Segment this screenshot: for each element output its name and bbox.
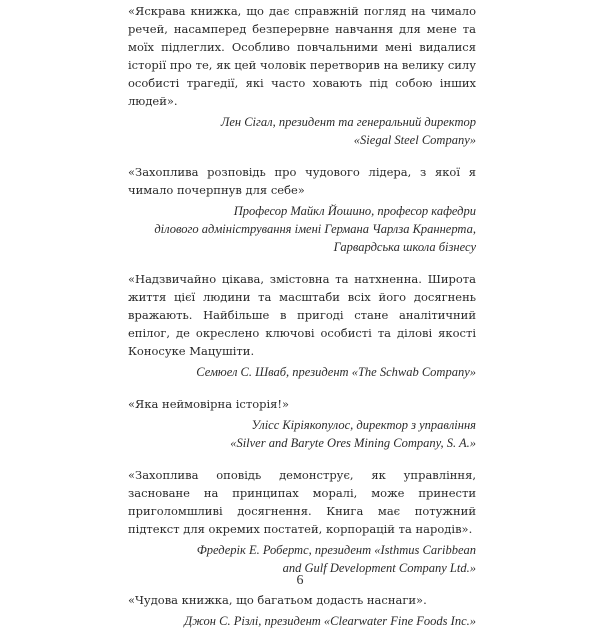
testimonial-attribution <box>128 612 476 630</box>
testimonial-quote: «Надзвичайно цікава, змістовна та натхненна. Широта життя цієї людини та масштаби всіх його досягнень вражають. Найбільше в пригоді стане аналітичний епілог, де окреслено ключові особисті та ділові якості Коносуке Мацушіти. <box>128 272 476 358</box>
testimonial-quote: «Яскрава книжка, що дає справжній погляд на чимало речей, насамперед безперервне навчання для мене та моїх підлеглих. Особливо повчальними мені видалися історії про те, як цей чоловік перетворив на велику силу особисті трагедії, які часто ховають під собою інших людей». <box>128 4 476 108</box>
testimonial-3 <box>128 270 476 381</box>
attribution-line: Джон С. Різлі, президент «Clearwater Fine Foods Inc.» <box>184 614 476 628</box>
testimonial-attribution <box>128 113 476 149</box>
attribution-line: and Gulf Development Company Ltd.» <box>282 561 476 575</box>
attribution-line: Лен Сігал, президент та генеральний директор <box>220 115 476 129</box>
testimonial-quote: «Чудова книжка, що багатьом додасть наснаги». <box>128 593 427 607</box>
attribution-line: Фредерік Е. Робертс, президент «Isthmus Caribbean <box>196 543 476 557</box>
testimonial-attribution <box>128 363 476 381</box>
attribution-line: Улісс Кіріякопулос, директор з управління <box>251 418 476 432</box>
attribution-line: Гарвардська школа бізнесу <box>333 240 476 254</box>
testimonial-attribution <box>128 416 476 452</box>
testimonial-6 <box>128 591 476 630</box>
testimonial-5 <box>128 466 476 577</box>
attribution-line: Семюел С. Шваб, президент «The Schwab Company» <box>196 365 476 379</box>
testimonial-quote: «Захоплива розповідь про чудового лідера, з якої я чимало почерпнув для себе» <box>128 165 476 197</box>
testimonial-attribution <box>128 202 476 256</box>
attribution-line: «Siegal Steel Company» <box>353 133 476 147</box>
attribution-line: «Silver and Baryte Ores Mining Company, S. A.» <box>230 436 476 450</box>
page-number: 6 <box>296 573 304 588</box>
testimonial-quote: «Яка неймовірна історія!» <box>128 397 290 411</box>
testimonial-2 <box>128 163 476 256</box>
testimonial-quote: «Захоплива оповідь демонструє, як управління, засноване на принципах моралі, може принести приголомшливі досягнення. Книга має потужний підтекст для окремих постатей, корпорацій та народів». <box>128 468 476 536</box>
attribution-line: Професор Майкл Йошино, професор кафедри <box>233 204 476 218</box>
testimonials-column <box>128 2 476 644</box>
testimonial-attribution <box>128 541 476 577</box>
testimonial-1 <box>128 2 476 149</box>
testimonial-4 <box>128 395 476 452</box>
attribution-line: ділового адміністрування імені Германа Чарлза Краннерта, <box>154 222 476 236</box>
